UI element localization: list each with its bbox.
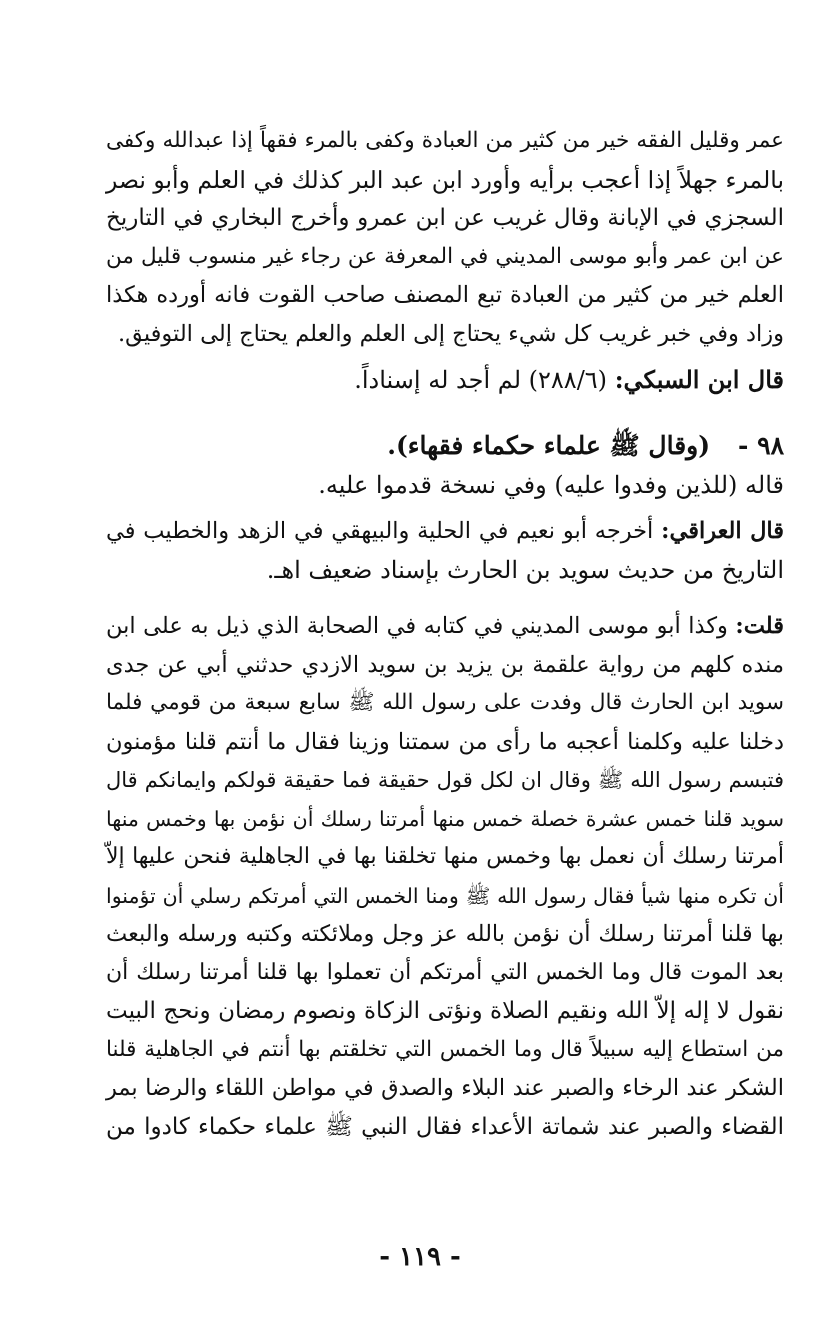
text-line (106, 607, 784, 646)
page-number: - ١١٩ - (379, 1242, 461, 1272)
text-line: وزاد وفي خبر غريب كل شيء يحتاج إلى العلم والعلم يحتاج إلى التوفيق. (117, 320, 784, 347)
text-line: بعد الموت قال وما الخمس التي أمرتكم أن تعملوا بها قلنا أمرتنا رسلك أن (106, 959, 784, 985)
text-line: بالمرء جهلاً إذا أعجب برأيه وأورد ابن عبد البر كذلك في العلم وأبو نصر (106, 165, 784, 194)
hadith-note: قاله (للذين وفدوا عليه) وفي نسخة قدموا عليه. (318, 470, 784, 499)
iraqi-text: أخرجه أبو نعيم في الحلية والبيهقي في الزهد والخطيب في (106, 518, 654, 544)
hadith-heading (106, 426, 784, 466)
qultu-first-line: وكذا أبو موسى المديني في كتابه في الصحابة الذي ذيل به على ابن (106, 613, 728, 639)
text-line: عمر وقليل الفقه خير من كثير من العبادة وكفى بالمرء فقهاً إذا عبدالله وكفى (106, 128, 784, 153)
text-line: من استطاع إليه سبيلاً قال وما الخمس التي تخلقتم بها أنتم في الجاهلية قلنا (106, 1036, 784, 1062)
text-line: دخلنا عليه وكلمنا أعجبه ما رأى من سمتنا وزينا فقال ما أنتم قلنا مؤمنون (106, 728, 784, 755)
text-line (106, 512, 784, 551)
text-line: سويد قلنا خمس عشرة خصلة خمس منها أمرتنا رسلك أن نؤمن بها وخمس منها (106, 806, 784, 831)
text-line: العلم خير من كثير من العبادة تبع المصنف صاحب القوت فانه أورده هكذا (106, 282, 784, 308)
text-line: عن ابن عمر وأبو موسى المديني في المعرفة عن رجاء غير منسوب قليل من (106, 243, 784, 269)
subki-text: (٢٨٨/٦) لم أجد له إسناداً. (354, 366, 608, 394)
text-line: منده كلهم من رواية علقمة بن يزيد بن سويد الازدي حدثني أبي عن جدى (106, 651, 784, 678)
hadith-text: (وقال ﷺ علماء حكماء فقهاء). (387, 430, 711, 460)
iraqi-label: قال العراقي: (661, 518, 785, 544)
page-body (106, 122, 784, 1146)
text-line: أمرتنا رسلك أن نعمل بها وخمس منها تخلقنا بها في الجاهلية فنحن عليها إلاّ (106, 844, 784, 869)
qultu-paragraph (106, 607, 784, 1146)
hadith-number: ٩٨ - (738, 430, 784, 460)
text-line: فتبسم رسول الله ﷺ وقال ان لكل قول حقيقة فما حقيقة قولكم وايمانكم قال (106, 768, 784, 792)
text-line: أن تكره منها شيأ فقال رسول الله ﷺ ومنا الخمس التي أمرتكم رسلي أن تؤمنوا (106, 883, 784, 908)
text-line: القضاء والصبر عند شماتة الأعداء فقال النبي ﷺ علماء حكماء كادوا من (106, 1113, 784, 1140)
text-line: سويد ابن الحارث قال وفدت على رسول الله ﷺ سابع سبعة من قومي فلما (106, 690, 784, 715)
qultu-label: قلت: (735, 613, 784, 639)
text-line: التاريخ من حديث سويد بن الحارث بإسناد ضعيف اهـ. (266, 555, 784, 584)
text-line: نقول لا إله إلاّ الله ونقيم الصلاة ونؤتى الزكاة ونصوم رمضان ونحج البيت (106, 998, 784, 1024)
subki-label: قال ابن السبكي: (614, 365, 784, 394)
text-line: الشكر عند الرخاء والصبر عند البلاء والصدق في مواطن اللقاء والرضا بمر (106, 1075, 784, 1101)
iraqi-paragraph (106, 512, 784, 589)
text-line: السجزي في الإبانة وقال غريب عن ابن عمرو وأخرج البخاري في التاريخ (106, 205, 784, 231)
commentary-paragraph (106, 122, 784, 353)
text-line: بها قلنا أمرتنا رسلك أن نؤمن بالله عز وجل وملائكته وكتبه ورسله والبعث (106, 921, 784, 947)
subki-note (106, 361, 784, 400)
